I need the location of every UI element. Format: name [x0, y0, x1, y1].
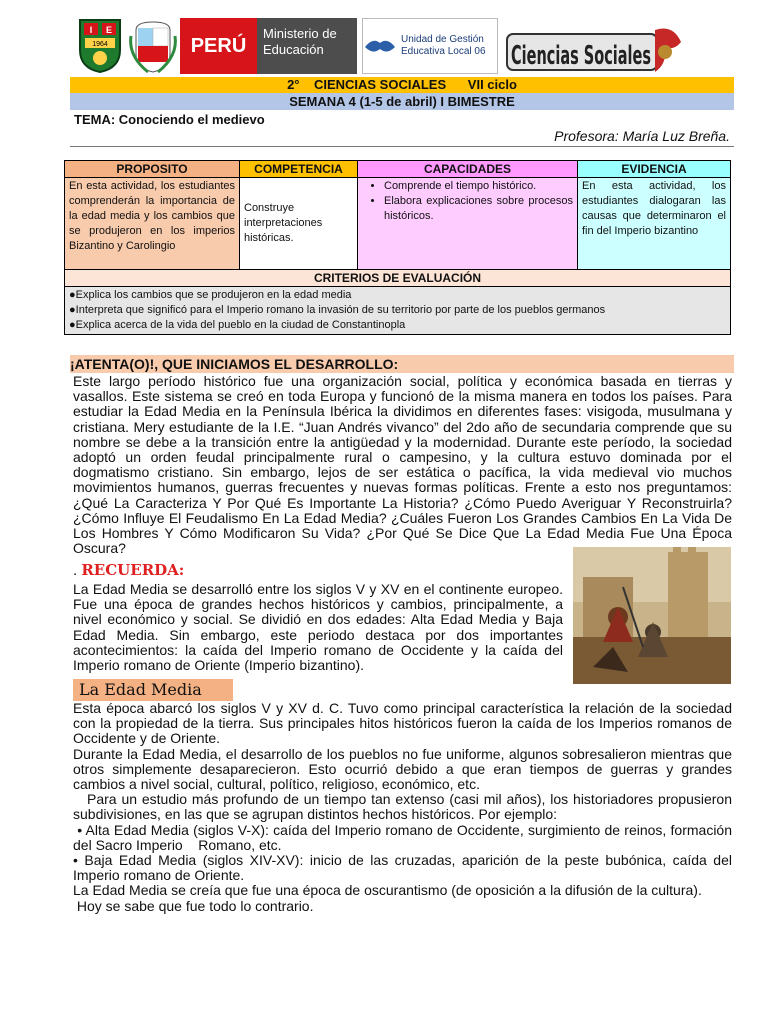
edad-paragraph: Para un estudio más profundo de un tiempo tan extenso (casi mil años), los historiadores propusieron subdivisiones, en las que se agrupan distintos hechos históricos. Por ejemplo: [73, 791, 732, 823]
capacidades-cell [358, 178, 578, 270]
recuerda-heading [73, 561, 184, 579]
edad-paragraph: Esta época abarcó los siglos V y XV d. C. Tuvo como principal característica la relación de la sociedad con la propiedad de la tierra. Sus principales hitos históricos fueron la caída de los Imperios romanos de Occidente y de Oriente. [73, 700, 732, 747]
edad-paragraph: La Edad Media se creía que fue una época de oscurantismo (de oposición a la difusión de la cultura). [73, 882, 702, 899]
section-heading: ¡ATENTA(O)!, QUE INICIAMOS EL DESARROLLO: [70, 355, 734, 373]
peru-logo: PERÚ [180, 18, 257, 74]
competencia-cell: Construye interpretaciones históricas. [240, 178, 358, 270]
recuerda-label: RECUERDA: [81, 561, 185, 579]
tema-label: TEMA: Conociendo el medievo [74, 112, 265, 127]
crest-year: 1964 [92, 41, 108, 48]
edad-paragraph: Durante la Edad Media, el desarrollo de los pueblos no fue uniforme, algunos sobresalieron mientras que otros simplemente desaparecieron. Esto ocurrió debido a que eran tiempos de guerras y grandes cambios a nivel social, cultural, político, religioso, económico, etc. [73, 745, 732, 793]
header-proposito: PROPOSITO [65, 161, 240, 178]
svg-text:I: I [89, 25, 93, 35]
divider [70, 146, 734, 147]
medieval-battle-painting [573, 547, 731, 684]
recuerda-prefix: . [73, 562, 82, 579]
ministerio-educacion-logo: Ministerio de Educación [257, 18, 357, 74]
criterio-item: ●Explica los cambios que se produjeron en la edad media [69, 289, 352, 301]
week-title-bar: SEMANA 4 (1-5 de abril) I BIMESTRE [70, 93, 734, 110]
criterio-item: ●Explica acerca de la vida del pueblo en la ciudad de Constantinopla [69, 319, 406, 331]
criterios-cell [65, 287, 731, 335]
ciencias-sociales-label: Ciencias Sociales [511, 41, 651, 71]
alta-edad-media-item: • Alta Edad Media (siglos V-X): caída del Imperio romano de Occidente, surgimiento de reinos, formación del Sacro Imperio Romano, etc. [73, 821, 736, 853]
intro-paragraph: Este largo período histórico fue una organización social, política y económica basada en tierras y vasallos. Este sistema se creó en toda Europa y funcionó de la misma manera en todos los países. Para estudiar la Edad Media en la Península Ibérica la dividimos en diferentes fases: visigoda, musulmana y cristiana. Mery estudiante de la I.E. “Juan Andrés vivanco” del 2do año de secundaria comprende que su nombre se debe a la transición entre la antigüedad y la modernidad. Durante este período, la sociedad adoptó un orden feudal principalmente rural o campesino, y la cultura estuvo dominada por el dogmatismo cristiano. Sin embargo, lejos de ser estática o pacífica, la vida medieval vio muchos movimientos humanos, guerras frecuentes y nuevas formas políticas. Frente a esto nos preguntamos: ¿Qué La Caracteriza Y Por Qué Es Importante La Historia? ¿Cómo Puedo Averiguar Y Reconstruirla? ¿Cómo Influye El Feudalismo En La Edad Media? ¿Cuáles Fueron Los Grandes Cambios En La Vida De Los Hombres Y Cómo Modificaron Su Vida? ¿Por Qué Se Dice Que La Edad Media Fue Una Época Oscura? [73, 373, 732, 557]
edad-paragraph: Hoy se sabe que fue todo lo contrario. [73, 897, 314, 914]
criterio-item: ●Interpreta que significó para el Imperio romano la invasión de su territorio por parte de los pueblos germanos [69, 304, 606, 316]
edad-media-text [73, 700, 736, 914]
ciencias-sociales-logo [505, 20, 685, 76]
school-crest-logo [76, 16, 124, 74]
capacidad-item: • Elabora explicaciones sobre procesos históricos. [384, 194, 573, 224]
header-competencia: COMPETENCIA [240, 161, 358, 178]
handshake-icon [363, 29, 397, 63]
recuerda-paragraph: La Edad Media se desarrolló entre los siglos V y XV en el continente europeo. Fue una época de grandes hechos históricos y cambios, principalmente, a nivel económico y social. Se dividió en dos edades: Alta Edad Media y Baja Edad Media. Sin embargo, este periodo destaca por dos importantes acontecimientos: la caída del Imperio romano de Occidente y la caída del Imperio romano de Oriente (Imperio bizantino). [73, 581, 563, 674]
ugel-label: Unidad de Gestión Educativa Local 06 [401, 34, 486, 57]
edad-media-heading: La Edad Media [73, 679, 233, 701]
ugel-logo [362, 18, 498, 74]
course-title-bar: 2° CIENCIAS SOCIALES VII ciclo [70, 77, 734, 93]
criterios-title: CRITERIOS DE EVALUACIÓN [65, 270, 731, 287]
capacidad-item: • Comprende el tiempo histórico. [384, 179, 573, 194]
proposito-cell: En esta actividad, los estudiantes comprenderán la importancia de la edad media y los cambios que se produjeron en los imperios Bizantino y Carolingio [65, 178, 240, 270]
evidencia-cell: En esta actividad, los estudiantes dialogaran las causas que determinaron el fin del Imperio bizantino [578, 178, 731, 270]
profesora-label: Profesora: María Luz Breña. [554, 128, 730, 144]
header-evidencia: EVIDENCIA [578, 161, 731, 178]
header-capacidades: CAPACIDADES [358, 161, 578, 178]
svg-text:E: E [105, 25, 113, 35]
peru-coat-of-arms-logo [128, 16, 178, 74]
planning-table [64, 160, 731, 335]
baja-edad-media-item: • Baja Edad Media (siglos XIV-XV): inicio de las cruzadas, aparición de la peste bubónica, caída del Imperio romano de Oriente. [73, 852, 732, 884]
